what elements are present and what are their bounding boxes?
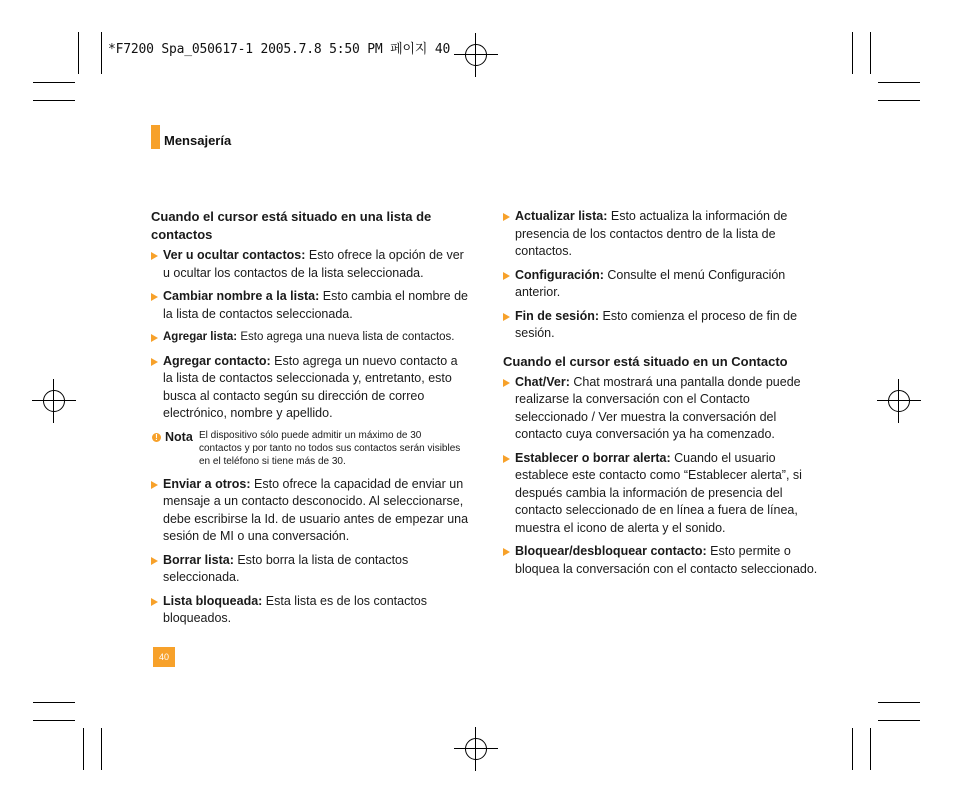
print-slug: *F7200 Spa_050617-1 2005.7.8 5:50 PM 페이지 40: [108, 42, 451, 57]
list-item: [151, 247, 469, 282]
bullet-triangle-icon: [151, 252, 158, 260]
crop-mark: [878, 720, 920, 721]
bullet-triangle-icon: [503, 313, 510, 321]
item-text: Esto agrega un nuevo contacto a la lista de contactos seleccionada y, entretanto, esto busca al contacto según su dirección de correo electrónico, nombre y apellido.: [163, 353, 458, 420]
crop-mark: [33, 720, 75, 721]
crop-mark: [33, 100, 75, 101]
registration-mark-top: [454, 33, 498, 77]
item-term: Agregar lista:: [163, 331, 238, 343]
item-term: Borrar lista:: [163, 552, 234, 567]
crop-mark: [878, 702, 920, 703]
item-text: Esto comienza el proceso de fin de sesión.: [515, 308, 798, 340]
bullet-triangle-icon: [151, 293, 158, 301]
item-term: Enviar a otros:: [163, 476, 251, 491]
bullet-triangle-icon: [503, 379, 510, 387]
item-text: Esto ofrece la opción de ver u ocultar los contactos de la lista seleccionada.: [163, 248, 464, 280]
crop-mark: [870, 32, 871, 74]
item-text: Chat mostrará una pantalla donde puede realizarse la conversación con el Contacto seleccionado / Ver muestra la conversación del contacto cuya conversación ya ha comenzado.: [515, 374, 801, 441]
registration-mark-bottom: [454, 727, 498, 771]
crop-mark: [101, 32, 102, 74]
bullet-triangle-icon: [151, 358, 158, 366]
item-text: Cuando el usuario establece este contacto como “Establecer alerta”, si después cambia la información de presencia del contacto seleccionado de en línea a fuera de línea, muestra el icono de alerta y el sonido.: [515, 450, 802, 535]
warning-icon: !: [152, 433, 161, 442]
item-term: Lista bloqueada:: [163, 593, 263, 608]
bullet-triangle-icon: [503, 272, 510, 280]
crop-mark: [83, 728, 84, 770]
left-column: [151, 208, 469, 634]
item-term: Actualizar lista:: [515, 209, 608, 223]
item-term: Establecer o borrar alerta:: [515, 450, 671, 465]
crop-mark: [33, 702, 75, 703]
section-accent-bar: [151, 125, 160, 149]
bullet-triangle-icon: [503, 455, 510, 463]
item-term: Bloquear/desbloquear contacto:: [515, 544, 707, 558]
list-item: [151, 476, 469, 546]
item-text: Esto ofrece la capacidad de enviar un mensaje a un contacto desconocido. Al seleccionarse, debe escribirse la Id. de usuario antes de empezar una sesión de MI o una conversación.: [163, 476, 469, 543]
left-heading: Cuando el cursor está situado en una lista de contactos: [151, 209, 432, 242]
list-item: [503, 308, 823, 343]
item-term: Fin de sesión:: [515, 308, 600, 323]
list-item: [151, 329, 469, 347]
registration-mark-right: [877, 379, 921, 423]
item-term: Configuración:: [515, 267, 604, 282]
bullet-triangle-icon: [503, 213, 510, 221]
item-text: Esto actualiza la información de presencia de los contactos dentro de la lista de contactos.: [515, 209, 788, 258]
item-term: Agregar contacto:: [163, 353, 271, 368]
list-item: [151, 288, 469, 323]
note-text: El dispositivo sólo puede admitir un máximo de 30 contactos y por tanto no todos sus contactos serán visibles en el teléfono si tiene más de 30.: [199, 429, 461, 467]
item-text: Esta lista es de los contactos bloqueados.: [163, 593, 427, 625]
crop-mark: [852, 728, 853, 770]
list-item: [151, 353, 469, 423]
list-item: [503, 543, 823, 578]
page-number: 40: [153, 647, 175, 667]
section-title: Mensajería: [164, 133, 232, 148]
item-term: Ver u ocultar contactos:: [163, 248, 306, 262]
right-column: [503, 208, 823, 584]
crop-mark: [33, 82, 75, 83]
list-item: [503, 267, 823, 302]
list-item: [503, 374, 823, 444]
item-term: Cambiar nombre a la lista:: [163, 289, 320, 303]
crop-mark: [878, 82, 920, 83]
crop-mark: [878, 100, 920, 101]
registration-mark-left: [32, 379, 76, 423]
bullet-triangle-icon: [151, 481, 158, 489]
crop-mark: [870, 728, 871, 770]
crop-mark: [78, 32, 79, 74]
bullet-triangle-icon: [151, 334, 158, 342]
item-text: Consulte el menú Configuración anterior.: [515, 267, 786, 299]
bullet-triangle-icon: [503, 548, 510, 556]
list-item: [151, 593, 469, 628]
crop-mark: [852, 32, 853, 74]
right-heading: Cuando el cursor está situado en un Contacto: [503, 353, 788, 369]
note-box: [151, 429, 469, 468]
item-text: Esto borra la lista de contactos seleccionada.: [163, 552, 409, 584]
item-text: Esto cambia el nombre de la lista de contactos seleccionada.: [163, 289, 469, 321]
bullet-triangle-icon: [151, 598, 158, 606]
list-item: [503, 208, 823, 261]
item-text: Esto permite o bloquea la conversación con el contacto seleccionado.: [515, 544, 818, 576]
item-term: Chat/Ver:: [515, 374, 570, 389]
list-item: [151, 552, 469, 587]
note-label: Nota: [165, 429, 193, 444]
bullet-triangle-icon: [151, 557, 158, 565]
crop-mark: [101, 728, 102, 770]
item-text: Esto agrega una nueva lista de contactos.: [237, 331, 455, 343]
list-item: [503, 450, 823, 538]
